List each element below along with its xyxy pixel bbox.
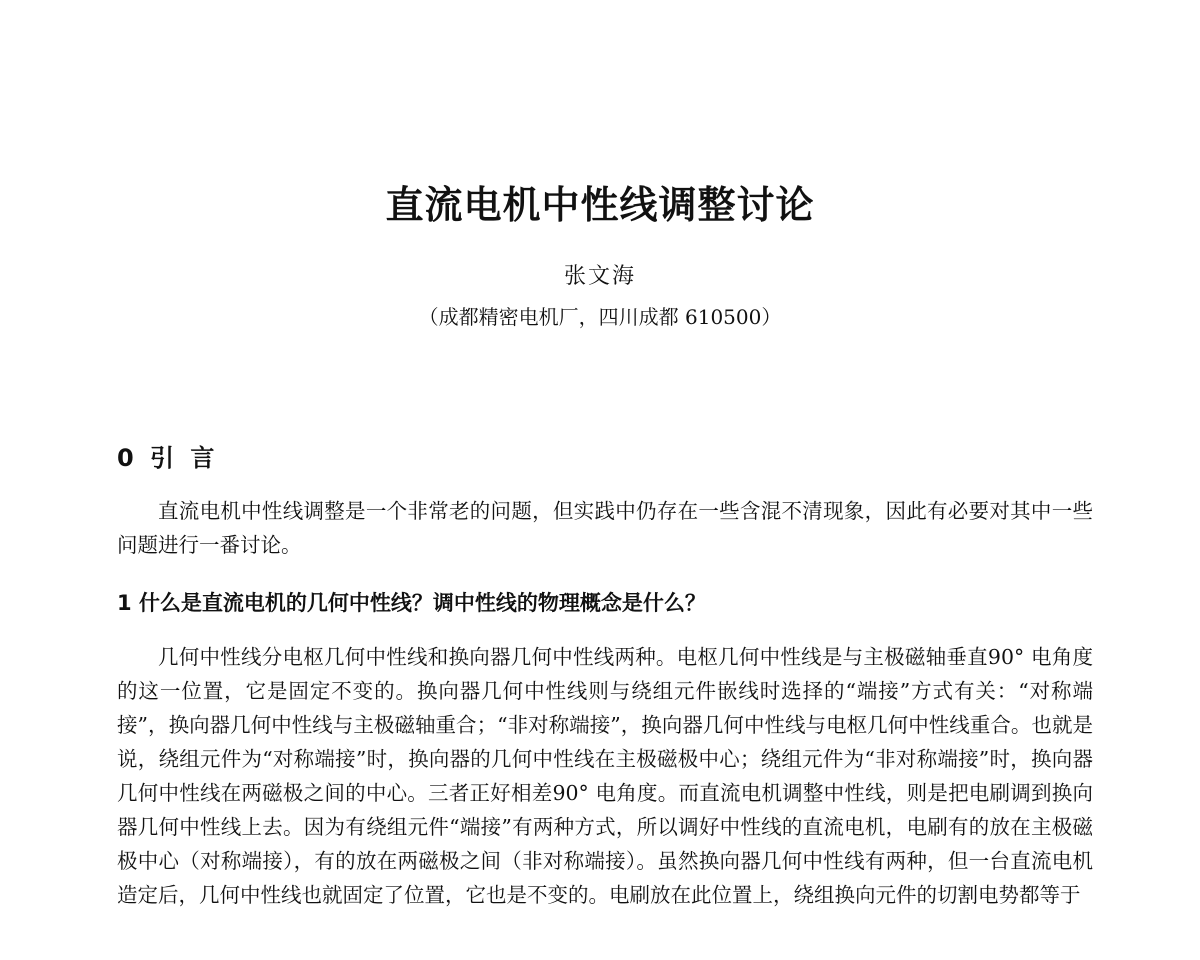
author-affiliation: （成都精密电机厂，四川成都 610500） [418, 305, 782, 329]
section-paragraph-introduction: 直流电机中性线调整是一个非常老的问题，但实践中仍存在一些含混不清现象，因此有必要对其中一些问题进行一番讨论。 [117, 499, 1093, 557]
section-heading-neutral-line: 1 什么是直流电机的几何中性线？调中性线的物理概念是什么？ [117, 591, 706, 615]
section-paragraph-neutral-line: 几何中性线分电枢几何中性线和换向器几何中性线两种。电枢几何中性线是与主极磁轴垂直90° 电角度的这一位置，它是固定不变的。换向器几何中性线则与绕组元件嵌线时选择的“端接”方式有关：“对称端接”，换向器几何中性线与主极磁轴重合；“非对称端接”，换向器几何中性线与电枢几何中性线重合。也就是说，绕组元件为“对称端接”时，换向器的几何中性线在主极磁极中心；绕组元件为“非对称端接”时，换向器几何中性线在两磁极之间的中心。三者正好相差90° 电角度。而直流电机调整中性线，则是把电刷调到换向器几何中性线上去。因为有绕组元件“端接”有两种方式，所以调好中性线的直流电机，电刷有的放在主极磁极中心（对称端接），有的放在两磁极之间（非对称端接）。虽然换向器几何中性线有两种，但一台直流电机造定后，几何中性线也就固定了位置，它也是不变的。电刷放在此位置上，绕组换向元件的切割电势都等于 [117, 645, 1093, 907]
paper-title: 直流电机中性线调整讨论 [385, 183, 815, 227]
section-heading-introduction: 0 引 言 [117, 444, 219, 472]
author-name: 张文海 [563, 264, 636, 289]
